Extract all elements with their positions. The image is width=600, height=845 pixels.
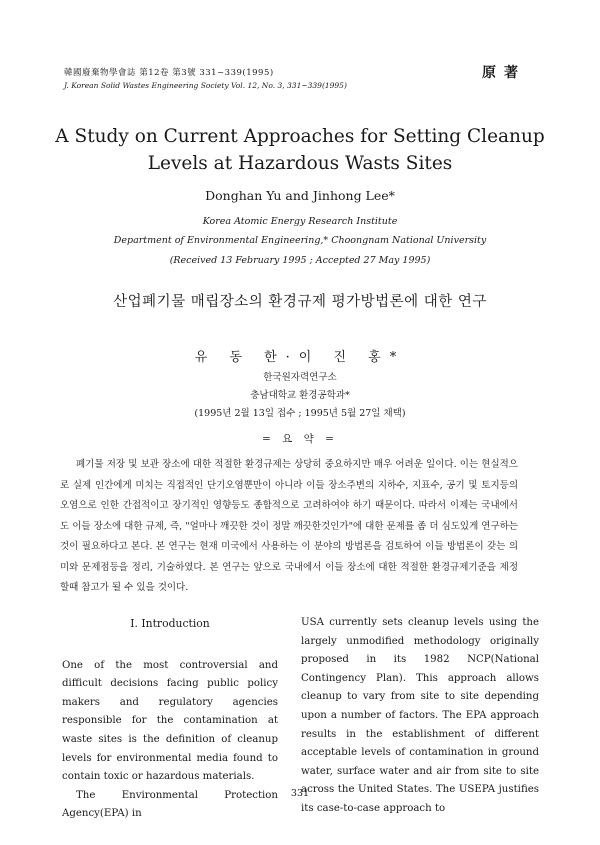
affiliation-ko-1: 한국원자력연구소 xyxy=(263,372,337,383)
journal-citation-en: J. Korean Solid Wastes Engineering Society Vol. 12, No. 3, 331~339(1995) xyxy=(64,81,347,90)
affiliation-en-2: Department of Environmental Engineering,* Choongnam National University xyxy=(113,235,487,246)
affiliation-en-1: Korea Atomic Energy Research Institute xyxy=(202,216,398,227)
page-number: 331 xyxy=(290,788,310,799)
authors-ko: 유 동 한·이 진 홍* xyxy=(194,350,406,365)
received-dates-en: (Received 13 February 1995 ; Accepted 27 May 1995) xyxy=(169,255,431,266)
abstract-heading: = 요 약 = xyxy=(262,433,338,445)
journal-citation-ko: 韓國廢棄物學會誌 第12卷 第3號 331~339(1995) xyxy=(64,68,274,78)
paper-title-en: A Study on Current Approaches for Setting Cleanup Levels at Hazardous Wasts Sites xyxy=(55,126,545,174)
abstract-body: 폐기물 저장 및 보관 장소에 대한 적절한 환경규제는 상당히 중요하지만 매우 어려운 일이다. 이는 현실적으로 실제 인간에게 미치는 직접적인 단기오염뿐만이 아니라 이들 장소주변의 지하수, 지표수, 공기 및 토지등의 오염으로 인한 간접적이고 장기적인 영향등도 종합적으로 고려하여야 하기 때문이다. 따라서 이제는 국내에서도 이들 장소에 대한 규제, 즉, "얼마나 깨끗한 것이 정말 깨끗한것인가"에 대한 문제를 좀 더 심도있게 연구하는 것이 필요하다고 본다. 본 연구는 현재 미국에서 사용하는 이 분야의 방법론을 검토하여 이들 방법론이 갖는 의미와 문제점등을 정리, 기술하였다. 본 연구는 앞으로 국내에서 이들 장소에 대한 적절한 환경규제기준을 제정할때 참고가 될 수 있을 것이다. xyxy=(60,459,518,593)
paragraph: One of the most controversial and difficult decisions facing public policy makers and regulatory agencies responsible for the contamination at waste sites is the definition of cleanup levels for environmental media found to contain toxic or hazardous materials. xyxy=(62,659,278,783)
paragraph: The Environmental Protection Agency(EPA) in xyxy=(62,789,278,820)
section-heading: Ⅰ. Introduction xyxy=(130,617,210,630)
affiliation-ko-2: 충남대학교 환경공학과* xyxy=(250,390,350,401)
received-dates-ko: (1995년 2월 13일 접수 ; 1995년 5월 27일 채택) xyxy=(194,408,406,419)
article-type-label: 原著 xyxy=(482,65,526,81)
authors-en: Donghan Yu and Jinhong Lee* xyxy=(205,188,395,203)
paper-title-ko: 산업폐기물 매립장소의 환경규제 평가방법론에 대한 연구 xyxy=(113,294,487,310)
paragraph: USA currently sets cleanup levels using the largely unmodified methodology originally proposed in its 1982 NCP(National Contingency Plan). This approach allows cleanup to vary from site to site depending upon a number of factors. The EPA approach results in the establishment of different acceptable levels of contamination in ground water, surface water and air from site to site across the United States. The USEPA justifies its case-to-case approach to xyxy=(301,617,539,814)
